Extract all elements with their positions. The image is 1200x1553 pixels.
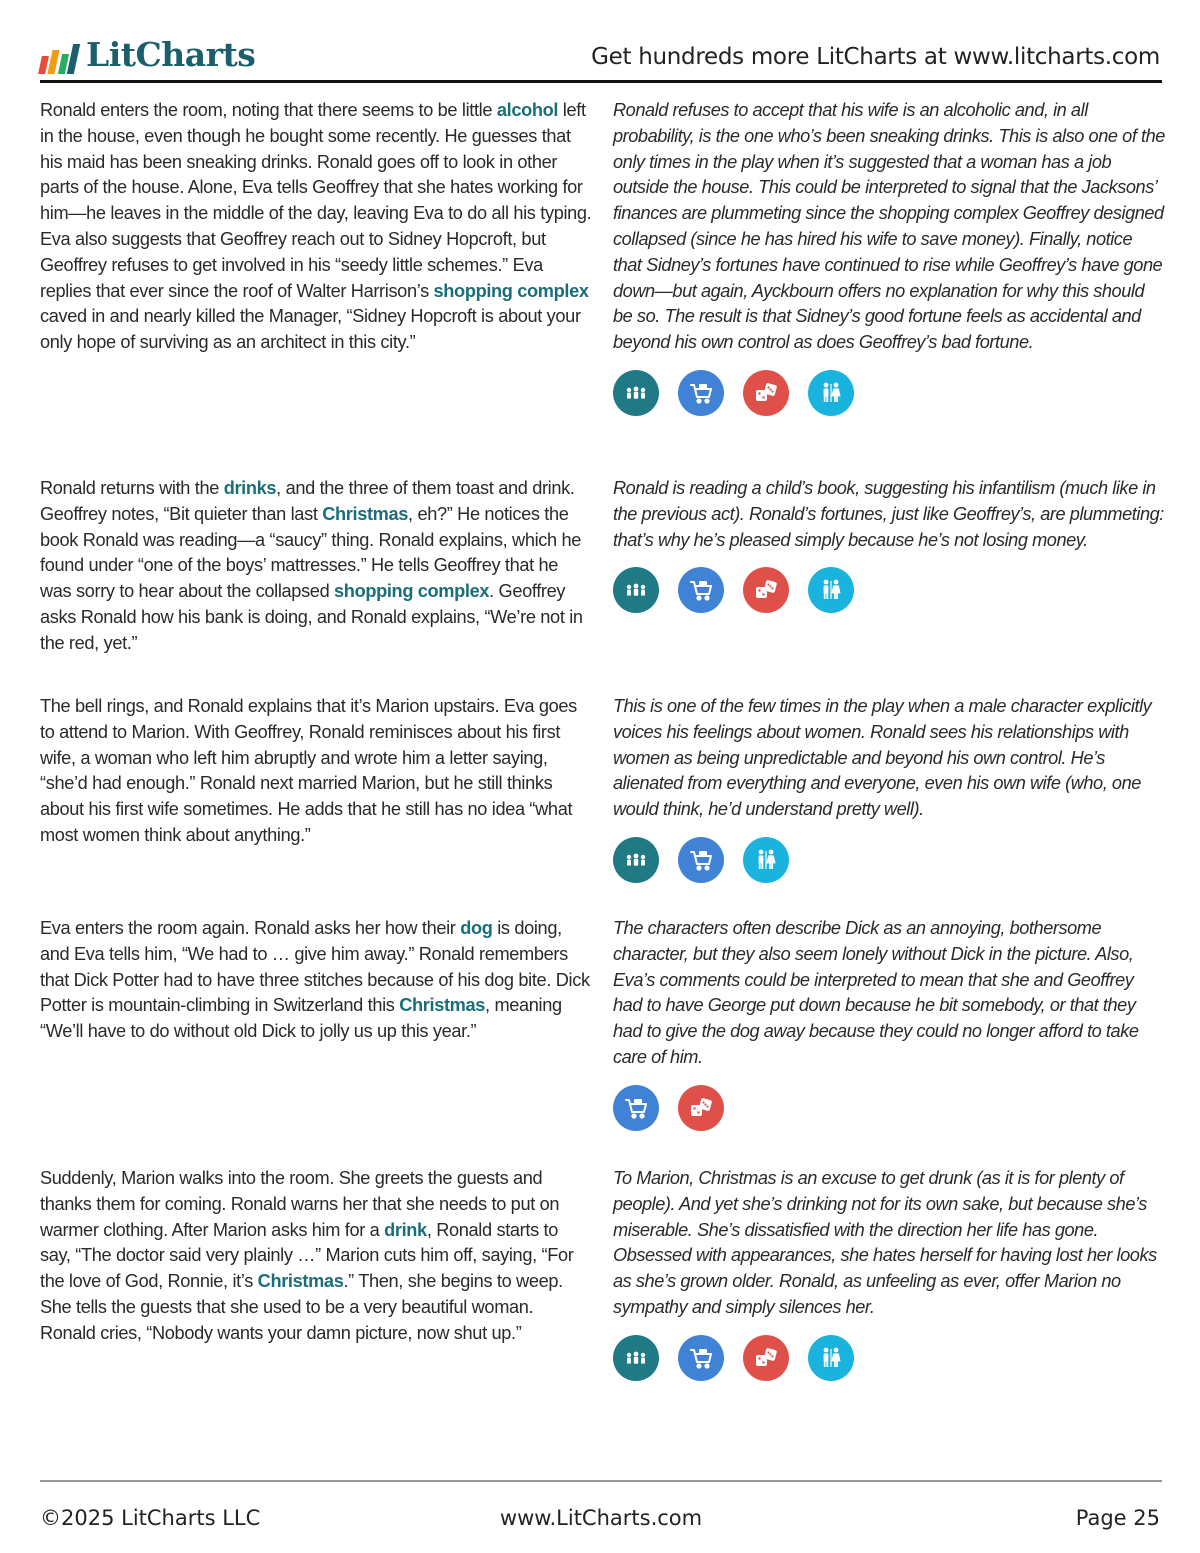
summary-text-segment: caved in and nearly killed the Manager, “Sidney Hopcroft is about your only hope of surviving as an architect in this city.” [40,306,581,353]
theme-icons [613,837,1165,883]
man-woman-icon[interactable] [743,837,789,883]
dice-icon[interactable] [678,1085,724,1131]
keyword-link[interactable]: shopping complex [433,280,589,301]
summary-text-segment: The bell rings, and Ronald explains that it’s Marion upstairs. Eva goes to attend to Marion. With Geoffrey, Ronald reminisces about his first wife, a woman who left him abruptly and wrote him a letter saying, “she’d had enough.” Ronald next married Marion, but he still thinks about his first wife sometimes. He adds that he still has no idea “what most women think about anything.” [40,696,577,845]
page-footer [40,1506,1162,1536]
logo-text: LitCharts [86,35,256,74]
keyword-link[interactable]: drink [384,1219,427,1240]
keyword-link[interactable]: dog [460,918,493,938]
summary-text [40,694,592,849]
summary-text-segment: .” Then, she begins to weep. She tells the guests that she used to be a very beautiful woman. Ronald cries, “Nobody wants your damn picture, now shut up.” [40,1271,563,1343]
class-icon[interactable] [613,837,659,883]
summary-text [40,916,592,1045]
summary-text-segment: , meaning “We’ll have to do without old Dick to jolly us up this year.” [40,995,562,1042]
footer-page-number: Page 25 [1075,1506,1160,1530]
page-header [40,34,1162,82]
summary-text-segment: Suddenly, Marion walks into the room. She greets the guests and thanks them for coming. Ronald warns her that she needs to put on warmer clothing. After Marion asks him for a [40,1168,560,1240]
shopping-cart-icon[interactable] [678,370,724,416]
analysis-column [613,98,1165,416]
keyword-link[interactable]: drinks [223,478,277,498]
summary-text-segment: is doing, and Eva tells him, “We had to … give him away.” Ronald remembers that Dick Potter had to have three stitches because of his dog bite. Dick Potter is mountain-climbing in Switzerland this [40,918,590,1016]
keyword-link[interactable]: Christmas [257,1271,344,1292]
shopping-cart-icon[interactable] [678,837,724,883]
dice-icon[interactable] [743,567,789,613]
logo-bars-icon [40,44,80,74]
summary-text-segment: . Geoffrey asks Ronald how his bank is doing, and Ronald explains, “We’re not in the red, yet.” [40,581,583,653]
analysis-text: This is one of the few times in the play when a male character explicitly voices his feelings about women. Ronald sees his relationships with women as being unpredictable and beyond his own control. He’s alienated from everything and everyone, even his own wife (who, one would think, he’d understand pretty well). [613,696,1152,820]
keyword-link[interactable]: shopping complex [334,581,490,602]
keyword-link[interactable]: alcohol [496,100,559,120]
summary-text-segment: Ronald returns with the [40,478,224,498]
analysis-text: To Marion, Christmas is an excuse to get drunk (as it is for plenty of people). And yet she’s drinking not for its own sake, but because she’s miserable. She’s dissatisfied with the direction her life has gone. Obsessed with appearances, she hates herself for having lost her looks as she’s grown older. Ronald, as unfeeling as ever, offer Marion no sympathy and simply silences her. [613,1168,1157,1317]
summary-text [40,1166,592,1347]
theme-icons [613,370,1165,416]
summary-text-segment: , Ronald starts to say, “The doctor said very plainly …” Marion cuts him off, saying, “For the love of God, Ronnie, it’s [40,1219,574,1292]
dice-icon[interactable] [743,1335,789,1381]
keyword-link[interactable]: Christmas [399,995,486,1016]
theme-icons [613,567,1165,613]
summary-text-segment: left in the house, even though he bought some recently. He guesses that his maid has been sneaking drinks. Ronald goes off to look in other parts of the house. Alone, Eva tells Geoffrey that she hates working for him—he leaves in the middle of the day, leaving Eva to do all his typing. Eva also suggests that Geoffrey reach out to Sidney Hopcroft, but Geoffrey refuses to get involved in his “seedy little schemes.” Eva replies that ever since the roof of Walter Harrison’s [40,100,592,301]
class-icon[interactable] [613,1335,659,1381]
analysis-column [613,694,1165,883]
analysis-column [613,476,1165,613]
class-icon[interactable] [613,567,659,613]
dice-icon[interactable] [743,370,789,416]
class-icon[interactable] [613,370,659,416]
shopping-cart-icon[interactable] [678,567,724,613]
theme-icons [613,1085,1165,1131]
theme-icons [613,1335,1165,1381]
man-woman-icon[interactable] [808,1335,854,1381]
summary-text-segment: Eva enters the room again. Ronald asks her how their [40,918,461,938]
shopping-cart-icon[interactable] [613,1085,659,1131]
analysis-column [613,1166,1165,1381]
analysis-text: Ronald refuses to accept that his wife is an alcoholic and, in all probability, is the one who’s been sneaking drinks. This is also one of the only times in the play when it’s suggested that a woman has a job outside the house. This could be interpreted to signal that the Jacksons’ finances are plummeting since the shopping complex Geoffrey designed collapsed (since he has hired his wife to save money). Finally, notice that Sidney’s fortunes have continued to rise while Geoffrey’s have gone down—but again, Ayckbourn offers no explanation for why this should be so. The result is that Sidney’s good fortune feels as accidental and beyond his own control as does Geoffrey’s bad fortune. [613,100,1165,353]
summary-text-segment: , and the three of them toast and drink. Geoffrey notes, “Bit quieter than last [40,478,575,524]
summary-text-segment: Ronald enters the room, noting that there seems to be little [40,100,497,120]
analysis-column [613,916,1165,1131]
man-woman-icon[interactable] [808,567,854,613]
footer-website-link[interactable]: www.LitCharts.com [499,1506,703,1530]
shopping-cart-icon[interactable] [678,1335,724,1381]
header-tagline[interactable]: Get hundreds more LitCharts at www.litcharts.com [591,44,1160,70]
summary-text-segment: , eh?” He notices the book Ronald was reading—a “saucy” thing. Ronald explains, which he found under “one of the boys’ mattresses.” He tells Geoffrey that he was sorry to hear about the collapsed [40,503,582,602]
summary-text [40,98,592,356]
keyword-link[interactable]: Christmas [322,503,409,524]
summary-text [40,476,592,657]
man-woman-icon[interactable] [808,370,854,416]
footer-copyright: ©2025 LitCharts LLC [40,1506,261,1530]
footer-divider [40,1480,1162,1482]
analysis-text: Ronald is reading a child’s book, suggesting his infantilism (much like in the previous act). Ronald’s fortunes, just like Geoffrey’s, are plummeting: that’s why he’s pleased simply because he’s not losing money. [613,478,1164,550]
analysis-text: The characters often describe Dick as an annoying, bothersome character, but they also seem lonely without Dick in the picture. Also, Eva’s comments could be interpreted to mean that she and Geoffrey had to have George put down because he bit somebody, or that they had to give the dog away because they could no longer afford to take care of him. [613,918,1139,1067]
header-divider [40,80,1162,83]
litcharts-logo[interactable] [40,36,255,74]
